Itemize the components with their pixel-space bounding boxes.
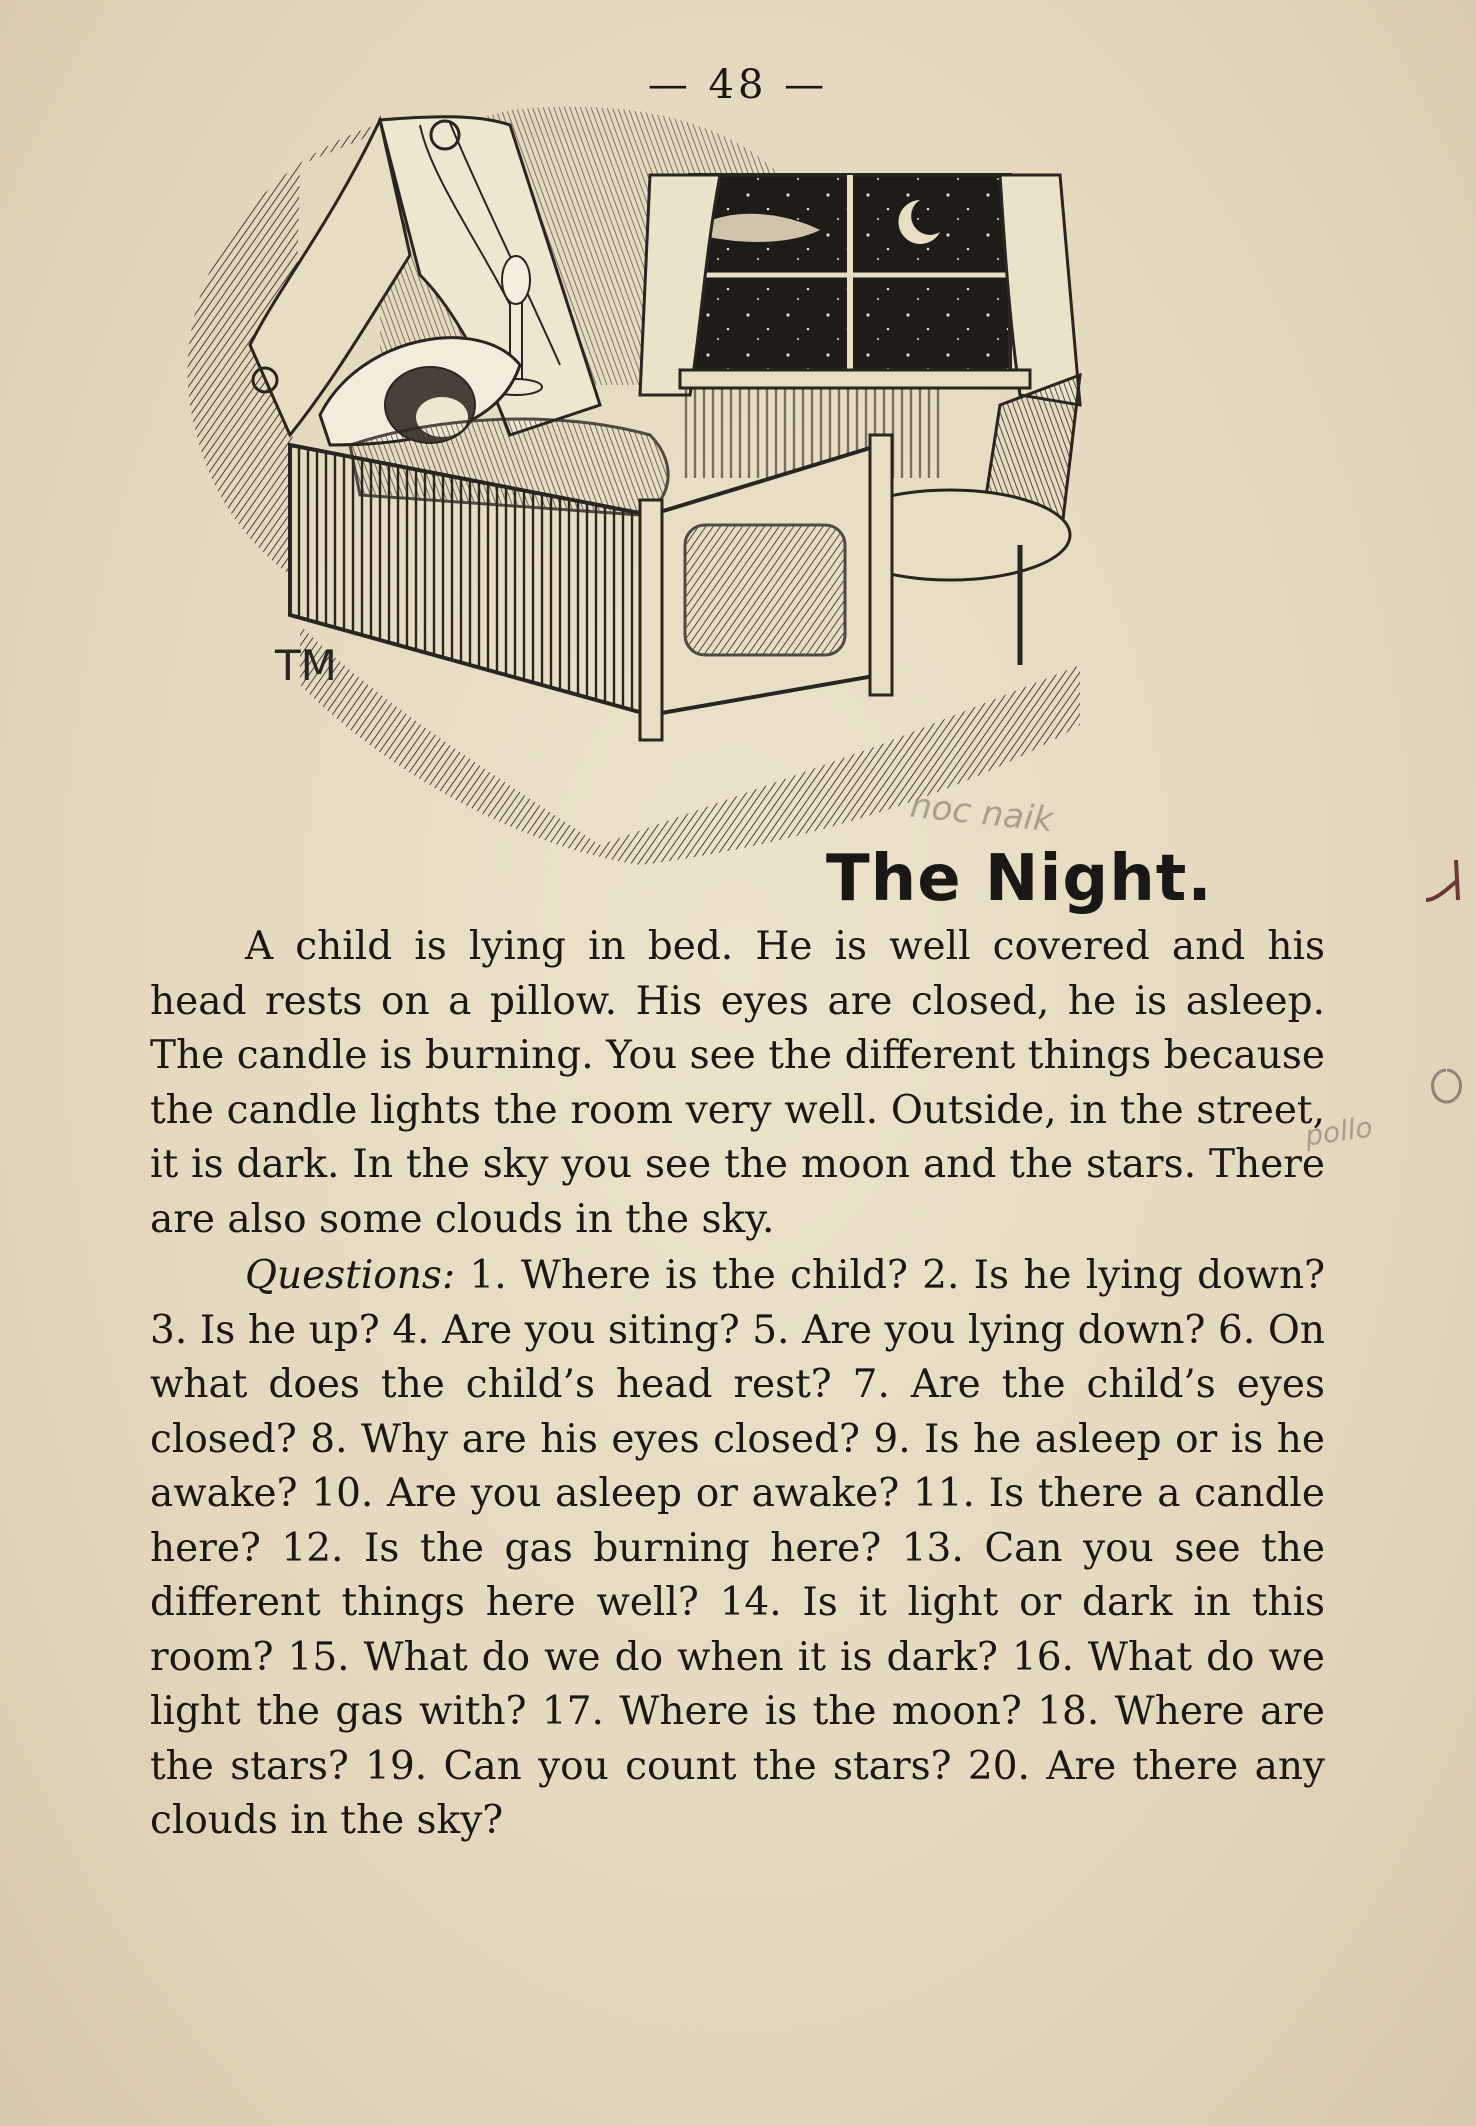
page-title: The Night.	[826, 842, 1213, 916]
margin-pencil-marks	[1416, 860, 1476, 1160]
body-text	[150, 920, 1325, 1849]
questions-paragraph	[150, 1249, 1325, 1849]
questions-label: Questions:	[245, 1253, 456, 1298]
story-paragraph: A child is lying in bed. He is well covered and his head rests on a pillow. His eyes are closed, he is asleep. The candle is burning. You see the different things because the candle lights the room very well. Outside, in the street, it is dark. In the sky you see the moon and the stars. There are also some clouds in the sky.	[150, 924, 1325, 1242]
page-number: — 48 —	[647, 62, 829, 108]
questions-list: 1. Where is the child? 2. Is he lying down? 3. Is he up? 4. Are you siting? 5. Are you lying down? 6. On what does the child’s head rest? 7. Are the child’s eyes closed? 8. Why are his eyes closed? 9. Is he asleep or is he awake? 10. Are you asleep or awake? 11. Is there a candle here? 12. Is the gas burning here? 13. Can you see the different things here well? 14. Is it light or dark in this room? 15. What do we do when it is dark? 16. What do we light the gas with? 17. Where is the moon? 18. Where are the stars? 19. Can you count the stars? 20. Are there any clouds in the sky?	[150, 1253, 1325, 1843]
illustration-signature: TM	[275, 641, 337, 690]
pencil-note-margin: pollo	[1303, 1110, 1375, 1153]
bedroom-illustration	[180, 105, 1270, 865]
pencil-note-above-title: noc naik	[908, 785, 1056, 841]
